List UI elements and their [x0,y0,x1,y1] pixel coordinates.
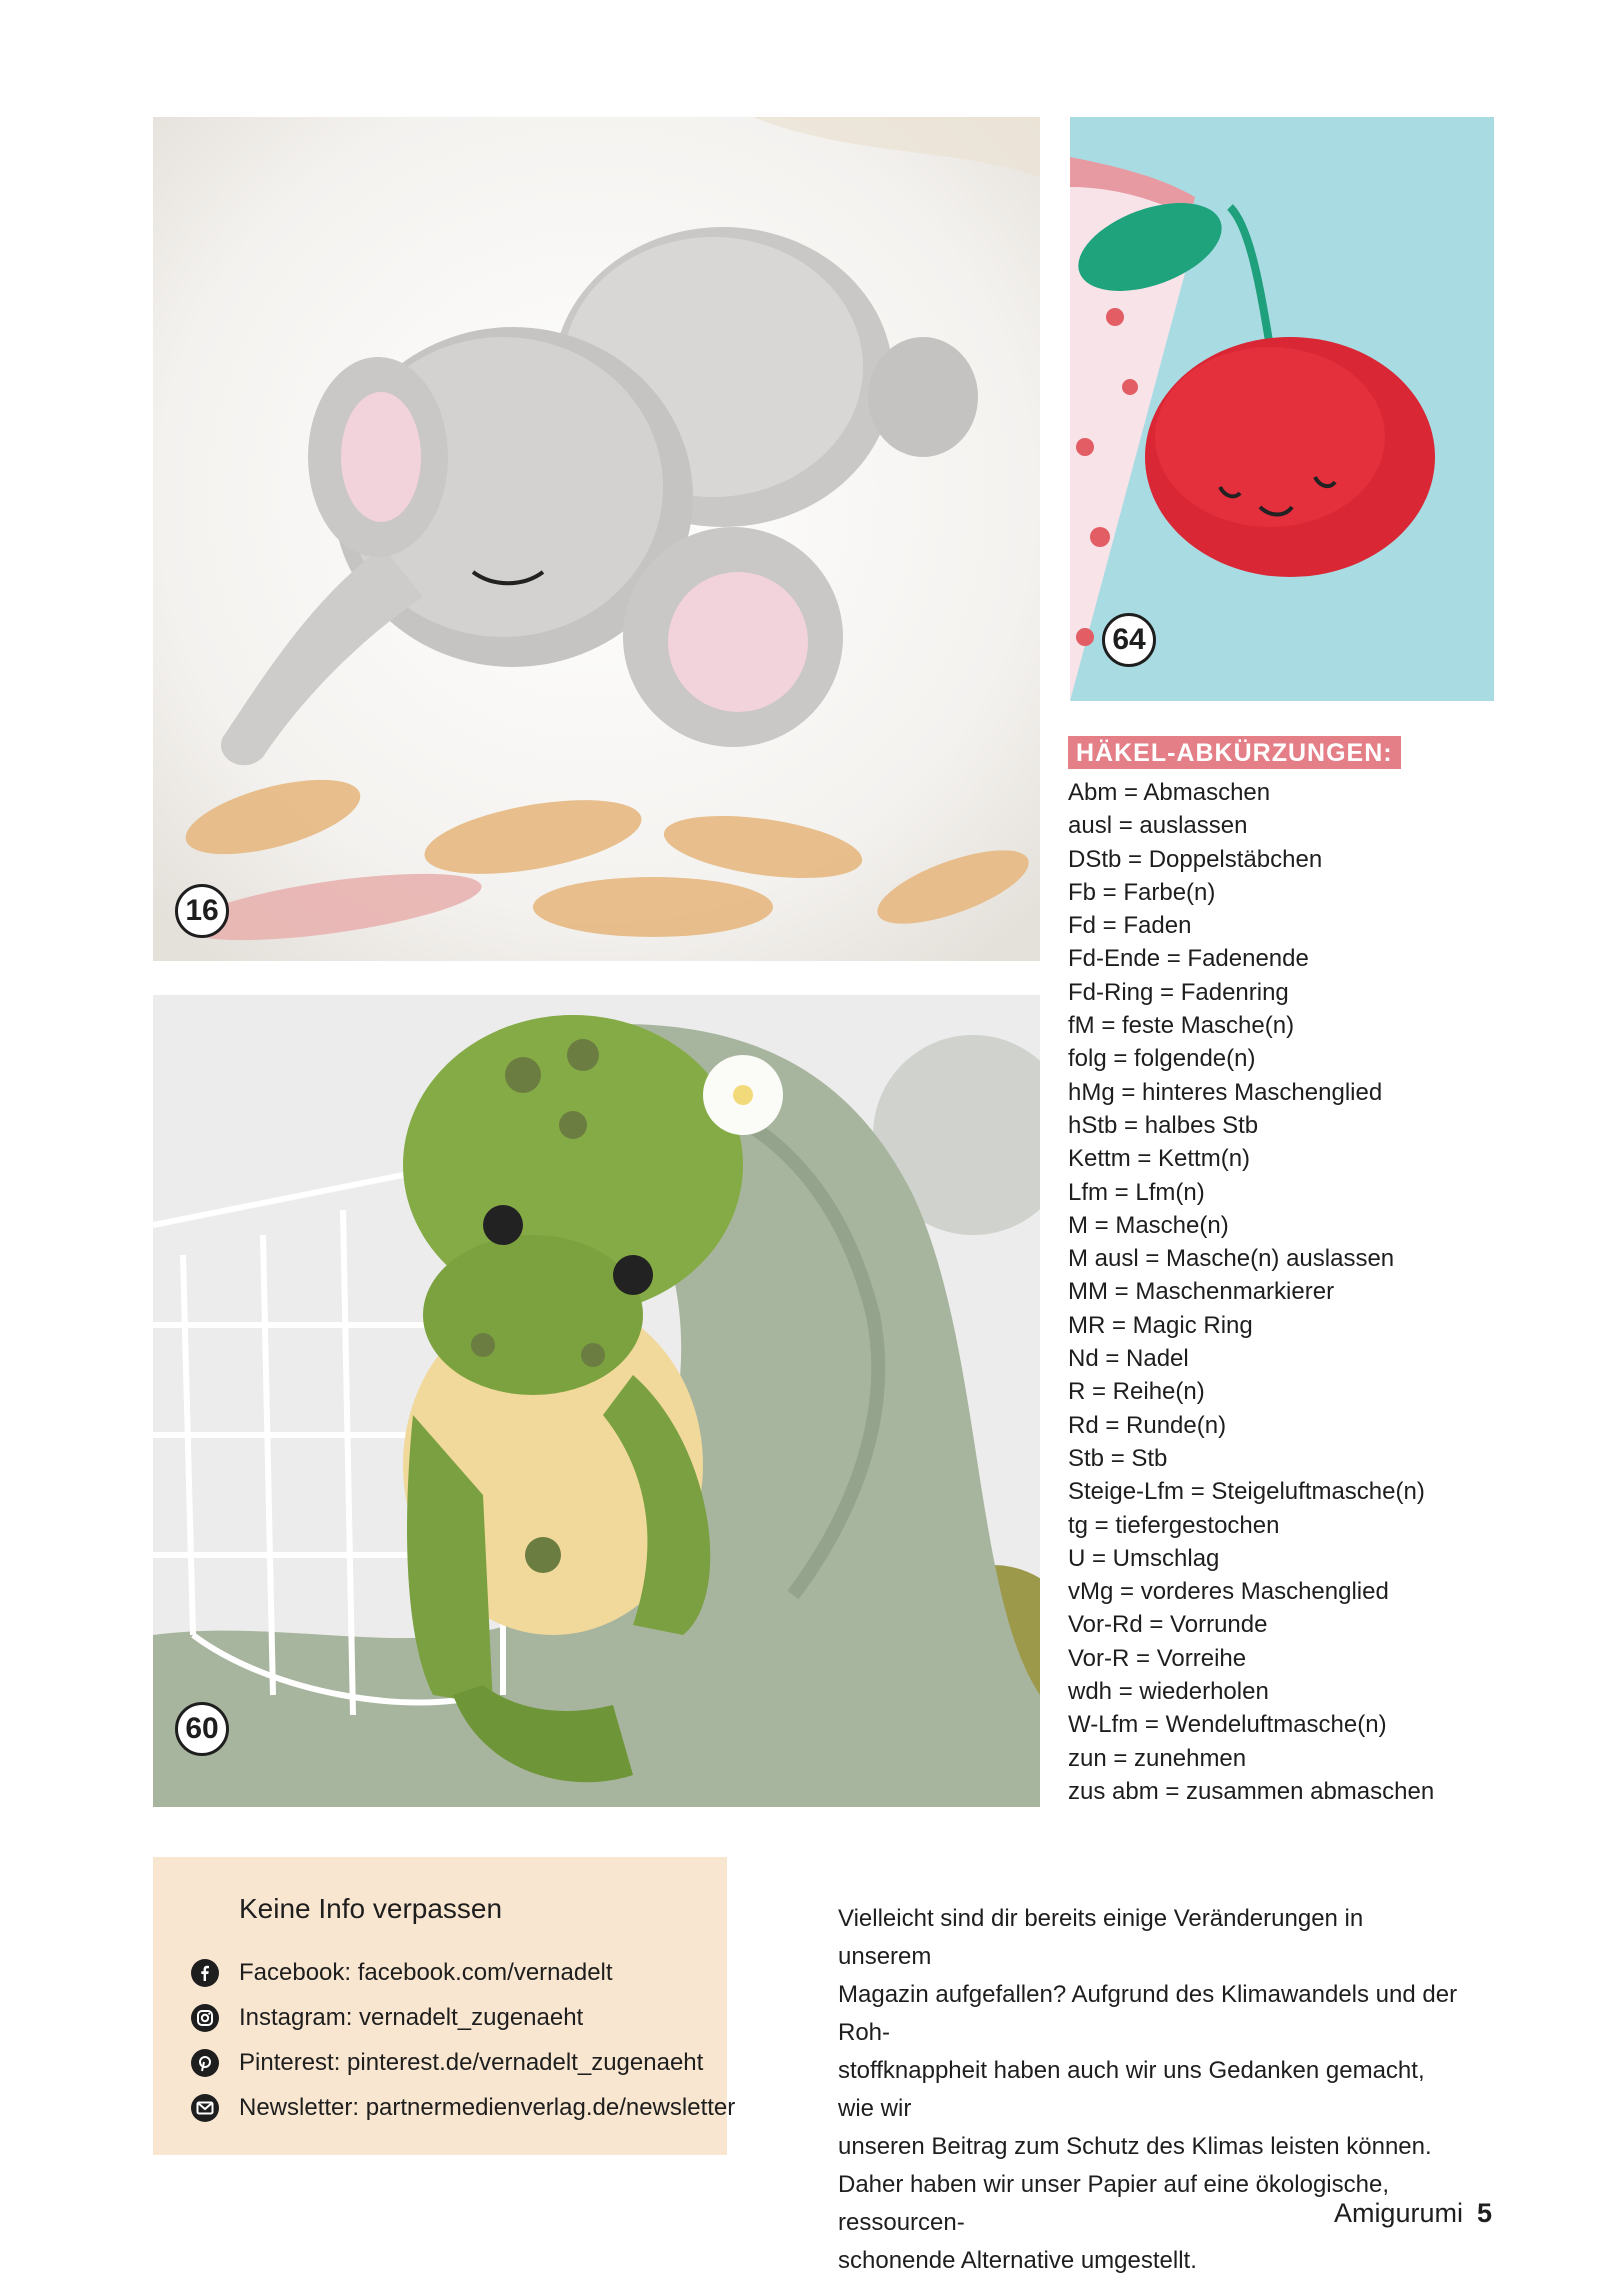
instagram-row[interactable] [191,2004,583,2032]
mail-icon [191,2094,219,2122]
abbreviation-item: MR = Magic Ring [1068,1311,1253,1339]
instagram-link[interactable]: Instagram: vernadelt_zugenaeht [239,2004,584,2031]
abbreviation-item: M = Masche(n) [1068,1211,1229,1239]
abbreviation-item: fM = feste Masche(n) [1068,1012,1295,1040]
abbreviation-item: Stb = Stb [1068,1444,1168,1472]
info-box-title: Keine Info verpassen [239,1893,503,1924]
facebook-row[interactable] [191,1959,613,1987]
crocodile-photo [153,995,1040,1807]
abbreviation-item: ausl = auslassen [1068,812,1248,840]
newsletter-link[interactable]: Newsletter: partnermedienverlag.de/newsletter [239,2094,736,2121]
abbreviation-item: Fd-Ende = Fadenende [1068,945,1309,973]
abbreviation-item: tg = tiefergestochen [1068,1511,1280,1539]
abbreviation-item: zus abm = zusammen abmaschen [1068,1777,1435,1805]
abbreviation-item: hMg = hinteres Maschenglied [1068,1078,1383,1106]
cherry-photo [1070,117,1494,701]
abbreviation-item: folg = folgende(n) [1068,1045,1256,1073]
abbreviation-item: W-Lfm = Wendeluftmasche(n) [1068,1711,1387,1739]
notice-line: stoffknappheit haben auch wir uns Gedanken gemacht, wie wir [838,2057,1425,2122]
notice-line: Vielleicht sind dir bereits einige Veränderungen in unserem [838,1905,1364,1970]
abbreviation-item: zun = zunehmen [1068,1744,1247,1772]
facebook-link[interactable]: Facebook: facebook.com/vernadelt [239,1959,613,1986]
page-number: 5 [1476,2198,1492,2228]
abbreviation-item: wdh = wiederholen [1068,1678,1269,1706]
abbreviation-item: vMg = vorderes Maschenglied [1068,1578,1389,1606]
notice-line: schonende Alternative umgestellt. [838,2247,1197,2274]
abbreviation-item: Steige-Lfm = Steigeluftmasche(n) [1068,1478,1425,1506]
pinterest-row[interactable] [191,2049,703,2077]
abbreviation-item: M ausl = Masche(n) auslassen [1068,1245,1395,1273]
abbreviation-item: U = Umschlag [1068,1544,1220,1572]
pinterest-link[interactable]: Pinterest: pinterest.de/vernadelt_zugenaeht [239,2049,704,2076]
abbreviation-item: Nd = Nadel [1068,1345,1189,1373]
abbreviation-item: Rd = Runde(n) [1068,1411,1227,1439]
abbreviation-item: Lfm = Lfm(n) [1068,1178,1205,1206]
page-footer [1334,2198,1492,2229]
notice-line: unseren Beitrag zum Schutz des Klimas leisten können. [838,2133,1432,2160]
page-reference-badge: 64 [1102,613,1156,667]
facebook-icon [191,1959,219,1987]
abbreviation-item: Fb = Farbe(n) [1068,878,1216,906]
notice-line: Magazin aufgefallen? Aufgrund des Klimawandels und der Roh- [838,1981,1458,2046]
page-reference-badge: 16 [175,884,229,938]
page-reference-badge: 60 [175,1702,229,1756]
abbreviation-item: Kettm = Kettm(n) [1068,1145,1251,1173]
pinterest-icon [191,2049,219,2077]
abbreviations-heading: HÄKEL-ABKÜRZUNGEN: [1068,736,1401,769]
abbreviation-item: hStb = halbes Stb [1068,1111,1259,1139]
abbreviations-list [1068,776,1434,1808]
info-box [153,1857,736,2155]
abbreviation-item: MM = Maschenmarkierer [1068,1278,1335,1306]
instagram-icon [191,2004,219,2032]
abbreviation-item: Fd-Ring = Fadenring [1068,978,1289,1006]
magazine-name: Amigurumi [1333,2198,1463,2228]
newsletter-row[interactable] [191,2094,735,2122]
abbreviation-item: R = Reihe(n) [1068,1378,1205,1406]
abbreviation-item: Abm = Abmaschen [1068,779,1271,806]
abbreviation-item: Vor-Rd = Vorrunde [1068,1611,1268,1639]
elephant-photo [153,117,1040,961]
abbreviation-item: Fd = Faden [1068,912,1192,940]
abbreviation-item: DStb = Doppelstäbchen [1068,845,1323,873]
abbreviation-item: Vor-R = Vorreihe [1068,1644,1247,1672]
notice-line: Daher haben wir unser Papier auf eine ökologische, ressourcen- [838,2171,1390,2236]
